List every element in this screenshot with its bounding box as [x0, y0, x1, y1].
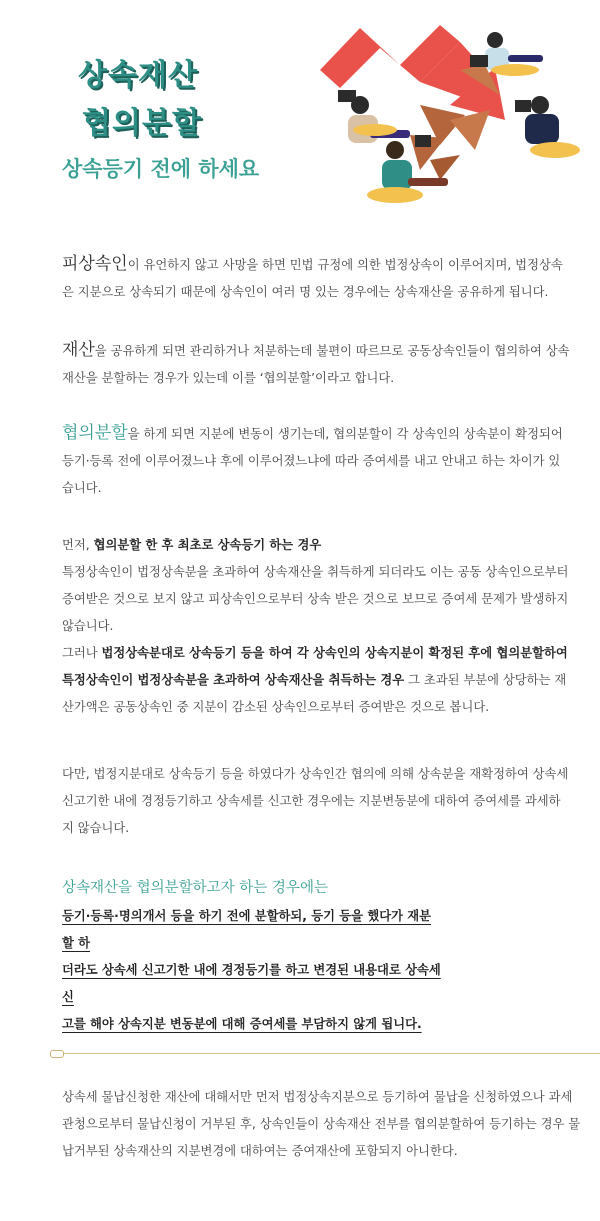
title-line-1: 상속재산	[78, 58, 198, 93]
business-people-arrow-illustration	[300, 10, 590, 210]
subtitle: 상속등기 전에 하세요	[62, 157, 260, 181]
paragraph-4-text-1: 특정상속인이 법정상속분을 초과하여 상속재산을 취득하게 되더라도 이는 공동 상속인으로부터 증여받은 것으로 보지 않고 피상속인으로부터 상속 받은 것으로 보므로 증여세 문제가 발생하지 않습니다.	[62, 565, 569, 633]
paragraph-4-text-2-post: 그 초과된 부분에 상당하는 재산가액은 공동상속인 중 지분이 감소된 상속인으로부터 증여받은 것으로 봅니다.	[62, 673, 567, 714]
section-6-body	[62, 903, 442, 1038]
paragraph-1	[62, 251, 572, 306]
section-6-line-1: 등기·등록·명의개서 등을 하기 전에 분할하되, 등기 등을 했다가 재분할 하	[62, 909, 431, 950]
section-6-heading: 상속재산을 협의분할하고자 하는 경우에는	[62, 880, 328, 896]
section-divider	[50, 1052, 600, 1056]
section-6-line-3: 고를 해야 상속지분 변동분에 대해 증여세를 부담하지 않게 됩니다.	[62, 1017, 422, 1031]
paragraph-4-intro: 먼저,	[62, 538, 94, 552]
paragraph-3	[62, 420, 572, 502]
divider-line	[64, 1053, 600, 1054]
paragraph-2-text: 을 공유하게 되면 관리하거나 처분하는데 불편이 따르므로 공동상속인들이 협의하여 상속재산을 분할하는 경우가 있는데 이를 ‘협의분할’이라고 합니다.	[62, 344, 570, 385]
paragraph-4-text-2-pre: 그러나	[62, 646, 102, 660]
paragraph-3-lead: 협의분할	[62, 423, 128, 443]
section-6-line-2: 더라도 상속세 신고기한 내에 경정등기를 하고 변경된 내용대로 상속세 신	[62, 963, 441, 1004]
paragraph-5	[62, 761, 572, 842]
paragraph-3-text: 을 하게 되면 지분에 변동이 생기는데, 협의분할이 각 상속인의 상속분이 확정되어 등기·등록 전에 이루어졌느냐 후에 이루어졌느냐에 따라 증여세를 내고 안내고 하는 차이가 있습니다.	[62, 427, 563, 495]
paragraph-1-lead: 피상속인	[62, 254, 128, 274]
paragraph-1-text: 이 유언하지 않고 사망을 하면 민법 규정에 의한 법정상속이 이루어지며, 법정상속은 지분으로 상속되기 때문에 상속인이 여러 명 있는 경우에는 상속재산을 공유하게 됩니다.	[62, 258, 563, 299]
paragraph-2-lead: 재산	[62, 340, 95, 360]
title-line-2: 협의분할	[82, 106, 202, 141]
paragraph-5-text: 다만, 법정지분대로 상속등기 등을 하였다가 상속인간 협의에 의해 상속분을 재확정하여 상속세 신고기한 내에 경정등기하고 상속세를 신고한 경우에는 지분변동분에 대하여 증여세를 과세하지 않습니다.	[62, 767, 569, 835]
paragraph-4-text-2-bold: 법정상속분대로 상속등기 등을 하여 각 상속인의 상속지분이 확정된 후에 협의분할하여 특정상속인이 법정상속분을 초과하여 상속재산을 취득하는 경우	[62, 646, 568, 687]
paragraph-4	[62, 532, 572, 721]
paragraph-2	[62, 337, 572, 392]
ornament-icon	[50, 1050, 64, 1058]
footer-note: 상속세 물납신청한 재산에 대해서만 먼저 법정상속지분으로 등기하여 물납을 신청하였으나 과세관청으로부터 물납신청이 거부된 후, 상속인들이 상속재산 전부를 협의분할하여 등기하는 경우 물납거부된 상속재산의 지분변경에 대하여는 증여재산에 포함되지 아니한다.	[62, 1090, 581, 1158]
header	[0, 0, 600, 220]
paragraph-4-intro-bold: 협의분할 한 후 최초로 상속등기 하는 경우	[93, 538, 322, 552]
